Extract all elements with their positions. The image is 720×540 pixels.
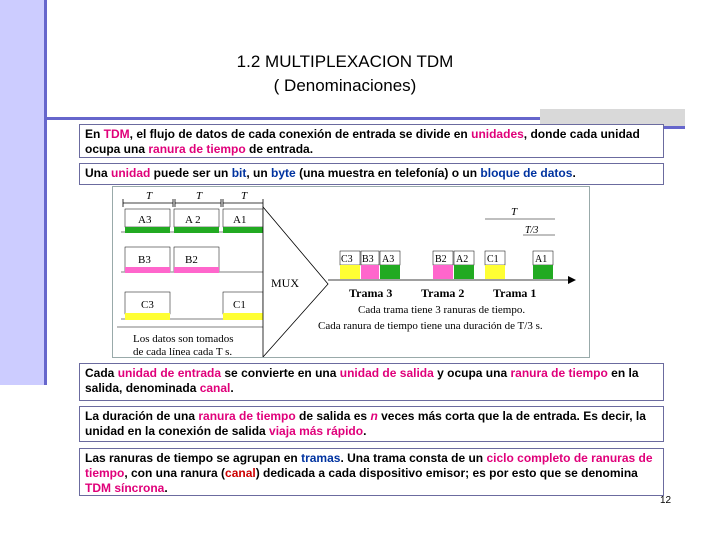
output-label: A1 (535, 254, 548, 265)
text-run: Cada (85, 366, 118, 380)
output-label: A3 (382, 254, 395, 265)
highlight-bloque: bloque de datos (480, 166, 573, 180)
title-line-1: 1.2 MULTIPLEXACION TDM (236, 52, 454, 71)
output-slot-c1 (485, 265, 505, 279)
t3-label: T/3 (525, 225, 539, 236)
highlight-ciclo: ciclo completo de ranuras de tiempo (85, 451, 653, 480)
output-slot-a3 (380, 265, 400, 279)
input-bar-a (223, 227, 263, 233)
highlight-viaja: viaja más rápido (269, 424, 364, 438)
frame-label-3: Trama 3 (349, 286, 393, 300)
text-box-duration (79, 406, 664, 442)
output-slot-c3 (340, 265, 360, 279)
highlight-tdm: TDM (103, 127, 130, 141)
highlight-ranura: ranura de tiempo (510, 366, 608, 380)
input-bar-b (174, 267, 219, 273)
t-label-output: T (511, 206, 518, 218)
left-decorative-bar (0, 0, 47, 385)
highlight-unidad-salida: unidad de salida (339, 366, 434, 380)
title-underline (47, 117, 540, 120)
text-run: (una muestra en telefonía) o un (295, 166, 481, 180)
text-box-channel (79, 363, 664, 401)
page-number: 12 (660, 495, 672, 506)
text-run: de entrada. (245, 142, 314, 156)
input-bar-a (174, 227, 219, 233)
t-label: T (146, 190, 153, 202)
highlight-bit: bit (231, 166, 247, 180)
text-run: . (572, 166, 576, 180)
left-note-1: Los datos son tomados (133, 333, 234, 345)
output-slot-b2 (433, 265, 453, 279)
output-slot-a2 (454, 265, 474, 279)
text-run: , con una ranura ( (124, 466, 226, 480)
text-run: y ocupa una (433, 366, 511, 380)
highlight-unidad-entrada: unidad de entrada (117, 366, 222, 380)
left-note-2: de cada línea cada T s. (133, 346, 233, 357)
input-bar-b (125, 267, 170, 273)
text-box-unit-types (79, 163, 664, 185)
note-1: Cada trama tiene 3 ranuras de tiempo. (358, 304, 526, 316)
input-label: C1 (233, 299, 246, 311)
output-label: B2 (435, 254, 447, 265)
output-label: B3 (362, 254, 374, 265)
tdm-diagram-svg (113, 187, 589, 357)
input-label: C3 (141, 299, 154, 311)
frame-label-1: Trama 1 (493, 286, 537, 300)
input-label: A1 (233, 214, 247, 226)
text-run: . (363, 424, 367, 438)
text-run: Las ranuras de tiempo se agrupan en (85, 451, 302, 465)
text-run: en la salida, denominada (85, 366, 639, 395)
text-run: La duración de una (85, 409, 199, 423)
highlight-ranura: ranura de tiempo (198, 409, 296, 423)
text-run: puede ser un (150, 166, 232, 180)
note-2: Cada ranura de tiempo tiene una duración de T/3 s. (318, 320, 543, 332)
text-box-frames (79, 448, 664, 496)
highlight-canal: canal (199, 381, 231, 395)
highlight-tdm-sincrona: TDM síncrona (85, 481, 165, 495)
input-label: A 2 (185, 214, 201, 226)
text-run: . (164, 481, 168, 495)
tdm-diagram (112, 186, 590, 358)
output-label: C1 (487, 254, 499, 265)
page-title (150, 50, 540, 98)
t-label: T (241, 190, 248, 202)
text-run: , donde cada unidad ocupa una (85, 127, 640, 156)
input-bar-a (125, 227, 170, 233)
output-slot-a1 (533, 265, 553, 279)
highlight-unidades: unidades (471, 127, 524, 141)
output-label: A2 (456, 254, 469, 265)
highlight-ranura: ranura de tiempo (148, 142, 246, 156)
text-run: . Una trama consta de un (340, 451, 487, 465)
highlight-n: n (370, 409, 378, 423)
highlight-unidad: unidad (111, 166, 151, 180)
highlight-tramas: tramas (301, 451, 341, 465)
highlight-canal: canal (225, 466, 256, 480)
t-label: T (196, 190, 203, 202)
output-slot-b3 (361, 265, 379, 279)
input-label: A3 (138, 214, 152, 226)
text-run: . (230, 381, 234, 395)
input-bar-c (223, 313, 263, 320)
input-label: B2 (185, 254, 198, 266)
text-run: , un (246, 166, 272, 180)
text-run: veces más corta que la de entrada. Es decir, la unidad en la conexión de salida (85, 409, 646, 438)
input-bar-c (125, 313, 170, 320)
highlight-byte: byte (271, 166, 296, 180)
frame-label-2: Trama 2 (421, 286, 465, 300)
title-line-2: ( Denominaciones) (273, 76, 417, 95)
text-run: ) dedicada a cada dispositivo emisor; es por esto que se denomina (255, 466, 638, 480)
text-run: de salida es (295, 409, 371, 423)
mux-label: MUX (271, 276, 300, 290)
text-box-tdm-units (79, 124, 664, 158)
text-run: se convierte en una (221, 366, 340, 380)
text-run: Una (85, 166, 112, 180)
input-label: B3 (138, 254, 151, 266)
text-run: En (85, 127, 104, 141)
text-run: , el flujo de datos de cada conexión de entrada se divide en (129, 127, 472, 141)
output-label: C3 (341, 254, 353, 265)
